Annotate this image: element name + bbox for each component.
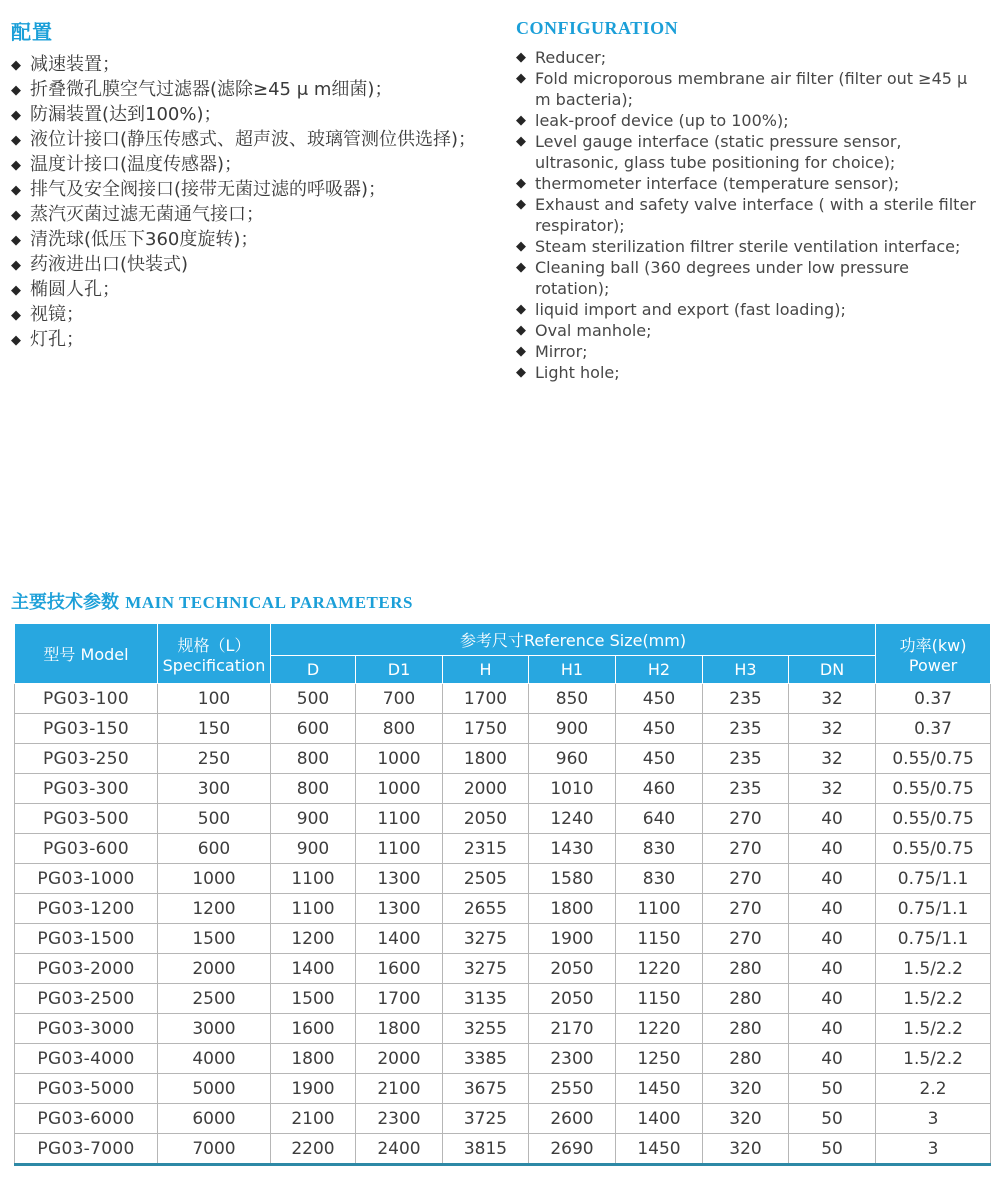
config-item-text: Mirror; — [535, 342, 588, 361]
value-cell: 2200 — [271, 1134, 356, 1165]
config-title-en: CONFIGURATION — [516, 18, 679, 38]
config-item-text: Level gauge interface (static pressure sensor, ultrasonic, glass tube positioning for choice); — [535, 132, 902, 172]
value-cell: 32 — [789, 714, 876, 744]
value-cell: 0.37 — [876, 714, 991, 744]
col-header-h3: H3 — [703, 656, 789, 684]
value-cell: 2050 — [529, 984, 616, 1014]
value-cell: 1900 — [271, 1074, 356, 1104]
value-cell: 2000 — [158, 954, 271, 984]
config-list-en — [516, 47, 986, 383]
value-cell: 50 — [789, 1074, 876, 1104]
value-cell: 3385 — [443, 1044, 529, 1074]
table-row — [15, 864, 991, 894]
value-cell: 270 — [703, 924, 789, 954]
value-cell: 800 — [271, 774, 356, 804]
value-cell: 1220 — [616, 954, 703, 984]
value-cell: 460 — [616, 774, 703, 804]
value-cell: 640 — [616, 804, 703, 834]
value-cell: 900 — [529, 714, 616, 744]
col-header-d: D — [271, 656, 356, 684]
value-cell: 2400 — [356, 1134, 443, 1165]
value-cell: 2170 — [529, 1014, 616, 1044]
config-item-text: Reducer; — [535, 48, 607, 67]
value-cell: 40 — [789, 1014, 876, 1044]
value-cell: 1430 — [529, 834, 616, 864]
value-cell: 1500 — [271, 984, 356, 1014]
config-list-item — [11, 53, 516, 78]
config-list-item — [11, 203, 516, 228]
table-row — [15, 744, 991, 774]
model-cell: PG03-100 — [15, 684, 158, 714]
diamond-bullet-icon: ◆ — [516, 239, 526, 254]
value-cell: 450 — [616, 744, 703, 774]
value-cell: 320 — [703, 1074, 789, 1104]
diamond-bullet-icon: ◆ — [11, 258, 21, 273]
config-list-item — [11, 128, 516, 153]
config-list-item — [516, 173, 986, 194]
config-list-item — [516, 320, 986, 341]
config-list-item — [11, 78, 516, 103]
value-cell: 3725 — [443, 1104, 529, 1134]
value-cell: 2000 — [443, 774, 529, 804]
value-cell: 40 — [789, 954, 876, 984]
config-item-text: Light hole; — [535, 363, 620, 382]
diamond-bullet-icon: ◆ — [516, 71, 526, 86]
model-cell: PG03-1200 — [15, 894, 158, 924]
config-list-item — [516, 299, 986, 320]
value-cell: 0.55/0.75 — [876, 834, 991, 864]
model-cell: PG03-4000 — [15, 1044, 158, 1074]
col-header-dn: DN — [789, 656, 876, 684]
value-cell: 3275 — [443, 954, 529, 984]
table-row — [15, 774, 991, 804]
value-cell: 1800 — [356, 1014, 443, 1044]
config-item-text: Steam sterilization filtrer sterile ventilation interface; — [535, 237, 961, 256]
value-cell: 50 — [789, 1104, 876, 1134]
value-cell: 1400 — [356, 924, 443, 954]
model-cell: PG03-1500 — [15, 924, 158, 954]
value-cell: 300 — [158, 774, 271, 804]
value-cell: 1220 — [616, 1014, 703, 1044]
value-cell: 900 — [271, 834, 356, 864]
diamond-bullet-icon: ◆ — [516, 323, 526, 338]
value-cell: 1100 — [356, 804, 443, 834]
config-list-item — [516, 47, 986, 68]
configuration-column-cn — [11, 16, 516, 578]
power-header-cn: 功率(kw) — [899, 635, 967, 655]
value-cell: 3 — [876, 1134, 991, 1165]
config-title-cn: 配置 — [11, 20, 53, 44]
value-cell: 32 — [789, 774, 876, 804]
value-cell: 2550 — [529, 1074, 616, 1104]
value-cell: 450 — [616, 684, 703, 714]
value-cell: 2.2 — [876, 1074, 991, 1104]
value-cell: 270 — [703, 864, 789, 894]
value-cell: 500 — [158, 804, 271, 834]
diamond-bullet-icon: ◆ — [11, 83, 21, 98]
value-cell: 2300 — [356, 1104, 443, 1134]
value-cell: 600 — [158, 834, 271, 864]
config-list-item — [11, 228, 516, 253]
value-cell: 40 — [789, 924, 876, 954]
value-cell: 1100 — [271, 894, 356, 924]
diamond-bullet-icon: ◆ — [516, 365, 526, 380]
model-cell: PG03-250 — [15, 744, 158, 774]
value-cell: 0.75/1.1 — [876, 864, 991, 894]
value-cell: 3675 — [443, 1074, 529, 1104]
parameters-table — [14, 623, 991, 1166]
diamond-bullet-icon: ◆ — [516, 302, 526, 317]
value-cell: 150 — [158, 714, 271, 744]
value-cell: 1400 — [616, 1104, 703, 1134]
value-cell: 32 — [789, 744, 876, 774]
diamond-bullet-icon: ◆ — [11, 283, 21, 298]
config-list-item — [516, 257, 986, 299]
diamond-bullet-icon: ◆ — [11, 208, 21, 223]
table-row — [15, 924, 991, 954]
value-cell: 1000 — [158, 864, 271, 894]
spec-header-cn: 规格（L） — [177, 635, 251, 655]
config-item-text: leak-proof device (up to 100%); — [535, 111, 789, 130]
diamond-bullet-icon: ◆ — [11, 158, 21, 173]
model-cell: PG03-150 — [15, 714, 158, 744]
col-header-power — [876, 624, 991, 684]
config-item-text: Oval manhole; — [535, 321, 652, 340]
config-list-item — [516, 194, 986, 236]
value-cell: 280 — [703, 954, 789, 984]
config-list-item — [11, 303, 516, 328]
value-cell: 1300 — [356, 894, 443, 924]
value-cell: 2600 — [529, 1104, 616, 1134]
diamond-bullet-icon: ◆ — [516, 50, 526, 65]
value-cell: 1.5/2.2 — [876, 1014, 991, 1044]
value-cell: 1450 — [616, 1074, 703, 1104]
value-cell: 100 — [158, 684, 271, 714]
value-cell: 5000 — [158, 1074, 271, 1104]
value-cell: 1300 — [356, 864, 443, 894]
config-item-text: 蒸汽灭菌过滤无菌通气接口； — [30, 204, 264, 225]
config-list-item — [516, 68, 986, 110]
value-cell: 235 — [703, 744, 789, 774]
config-item-text: 防漏装置(达到100%)； — [30, 104, 222, 125]
value-cell: 0.75/1.1 — [876, 924, 991, 954]
value-cell: 235 — [703, 684, 789, 714]
value-cell: 2000 — [356, 1044, 443, 1074]
value-cell: 1100 — [271, 864, 356, 894]
config-list-item — [11, 253, 516, 278]
value-cell: 3815 — [443, 1134, 529, 1165]
value-cell: 600 — [271, 714, 356, 744]
config-item-text: 灯孔； — [30, 329, 84, 350]
value-cell: 0.37 — [876, 684, 991, 714]
value-cell: 40 — [789, 894, 876, 924]
config-list-cn — [11, 53, 516, 353]
table-row — [15, 1134, 991, 1165]
config-list-item — [11, 278, 516, 303]
value-cell: 2300 — [529, 1044, 616, 1074]
value-cell: 320 — [703, 1134, 789, 1165]
value-cell: 830 — [616, 834, 703, 864]
value-cell: 850 — [529, 684, 616, 714]
config-list-item — [11, 153, 516, 178]
table-header-row — [15, 624, 991, 656]
diamond-bullet-icon: ◆ — [11, 308, 21, 323]
config-item-text: liquid import and export (fast loading); — [535, 300, 846, 319]
value-cell: 235 — [703, 714, 789, 744]
value-cell: 1900 — [529, 924, 616, 954]
config-list-item — [516, 131, 986, 173]
value-cell: 1700 — [443, 684, 529, 714]
config-item-text: 排气及安全阀接口(接带无菌过滤的呼吸器)； — [30, 179, 387, 200]
value-cell: 1.5/2.2 — [876, 1044, 991, 1074]
config-item-text: 温度计接口(温度传感器)； — [30, 154, 243, 175]
value-cell: 0.55/0.75 — [876, 774, 991, 804]
value-cell: 3000 — [158, 1014, 271, 1044]
col-header-h: H — [443, 656, 529, 684]
config-item-text: 减速装置； — [30, 54, 120, 75]
model-cell: PG03-5000 — [15, 1074, 158, 1104]
value-cell: 1200 — [158, 894, 271, 924]
value-cell: 1100 — [616, 894, 703, 924]
parameters-title-cn: 主要技术参数 — [11, 592, 119, 613]
value-cell: 1.5/2.2 — [876, 954, 991, 984]
diamond-bullet-icon: ◆ — [516, 260, 526, 275]
table-row — [15, 834, 991, 864]
diamond-bullet-icon: ◆ — [11, 133, 21, 148]
diamond-bullet-icon: ◆ — [516, 197, 526, 212]
value-cell: 2100 — [271, 1104, 356, 1134]
value-cell: 1010 — [529, 774, 616, 804]
value-cell: 500 — [271, 684, 356, 714]
value-cell: 0.55/0.75 — [876, 804, 991, 834]
configuration-section — [0, 0, 1000, 578]
model-cell: PG03-600 — [15, 834, 158, 864]
value-cell: 2050 — [443, 804, 529, 834]
diamond-bullet-icon: ◆ — [516, 176, 526, 191]
config-list-item — [516, 362, 986, 383]
value-cell: 3255 — [443, 1014, 529, 1044]
config-item-text: Fold microporous membrane air filter (filter out ≥45 μ m bacteria); — [535, 69, 968, 109]
table-row — [15, 714, 991, 744]
value-cell: 1600 — [356, 954, 443, 984]
value-cell: 40 — [789, 804, 876, 834]
value-cell: 800 — [356, 714, 443, 744]
table-row — [15, 894, 991, 924]
diamond-bullet-icon: ◆ — [11, 333, 21, 348]
value-cell: 1150 — [616, 984, 703, 1014]
table-body — [15, 684, 991, 1165]
config-list-item — [516, 341, 986, 362]
model-cell: PG03-300 — [15, 774, 158, 804]
config-item-text: Exhaust and safety valve interface ( with a sterile filter respirator); — [535, 195, 976, 235]
table-row — [15, 804, 991, 834]
col-header-d1: D1 — [356, 656, 443, 684]
value-cell: 280 — [703, 1044, 789, 1074]
config-item-text: 液位计接口(静压传感式、超声波、玻璃管测位供选择)； — [30, 129, 477, 150]
value-cell: 1600 — [271, 1014, 356, 1044]
diamond-bullet-icon: ◆ — [516, 134, 526, 149]
table-row — [15, 1044, 991, 1074]
power-header-en: Power — [908, 655, 958, 675]
value-cell: 250 — [158, 744, 271, 774]
value-cell: 1000 — [356, 774, 443, 804]
value-cell: 800 — [271, 744, 356, 774]
value-cell: 3 — [876, 1104, 991, 1134]
table-row — [15, 984, 991, 1014]
table-row — [15, 954, 991, 984]
model-cell: PG03-1000 — [15, 864, 158, 894]
config-item-text: 椭圆人孔； — [30, 279, 120, 300]
table-row — [15, 1104, 991, 1134]
value-cell: 320 — [703, 1104, 789, 1134]
col-header-specification — [158, 624, 271, 684]
value-cell: 270 — [703, 834, 789, 864]
value-cell: 3275 — [443, 924, 529, 954]
table-row — [15, 1014, 991, 1044]
model-cell: PG03-3000 — [15, 1014, 158, 1044]
value-cell: 270 — [703, 894, 789, 924]
value-cell: 1240 — [529, 804, 616, 834]
value-cell: 2655 — [443, 894, 529, 924]
diamond-bullet-icon: ◆ — [11, 108, 21, 123]
value-cell: 830 — [616, 864, 703, 894]
value-cell: 2315 — [443, 834, 529, 864]
value-cell: 1580 — [529, 864, 616, 894]
value-cell: 1400 — [271, 954, 356, 984]
col-header-model: 型号 Model — [15, 624, 158, 684]
config-list-item — [516, 110, 986, 131]
parameters-title-en: MAIN TECHNICAL PARAMETERS — [125, 593, 413, 612]
value-cell: 280 — [703, 1014, 789, 1044]
configuration-column-en — [516, 16, 986, 578]
config-list-item — [11, 328, 516, 353]
value-cell: 7000 — [158, 1134, 271, 1165]
value-cell: 40 — [789, 864, 876, 894]
table-row — [15, 684, 991, 714]
value-cell: 1200 — [271, 924, 356, 954]
value-cell: 2690 — [529, 1134, 616, 1165]
col-header-h1: H1 — [529, 656, 616, 684]
value-cell: 2100 — [356, 1074, 443, 1104]
model-cell: PG03-6000 — [15, 1104, 158, 1134]
value-cell: 40 — [789, 834, 876, 864]
value-cell: 4000 — [158, 1044, 271, 1074]
value-cell: 1700 — [356, 984, 443, 1014]
value-cell: 235 — [703, 774, 789, 804]
value-cell: 1750 — [443, 714, 529, 744]
value-cell: 6000 — [158, 1104, 271, 1134]
value-cell: 1000 — [356, 744, 443, 774]
value-cell: 270 — [703, 804, 789, 834]
value-cell: 1100 — [356, 834, 443, 864]
diamond-bullet-icon: ◆ — [516, 344, 526, 359]
diamond-bullet-icon: ◆ — [11, 233, 21, 248]
value-cell: 450 — [616, 714, 703, 744]
config-item-text: Cleaning ball (360 degrees under low pressure rotation); — [535, 258, 909, 298]
value-cell: 2050 — [529, 954, 616, 984]
value-cell: 32 — [789, 684, 876, 714]
value-cell: 1450 — [616, 1134, 703, 1165]
config-list-item — [11, 103, 516, 128]
value-cell: 1250 — [616, 1044, 703, 1074]
value-cell: 0.75/1.1 — [876, 894, 991, 924]
model-cell: PG03-2500 — [15, 984, 158, 1014]
config-item-text: 清洗球(低压下360度旋转)； — [30, 229, 259, 250]
value-cell: 1800 — [271, 1044, 356, 1074]
table-row — [15, 1074, 991, 1104]
value-cell: 1800 — [443, 744, 529, 774]
value-cell: 0.55/0.75 — [876, 744, 991, 774]
value-cell: 3135 — [443, 984, 529, 1014]
col-header-h2: H2 — [616, 656, 703, 684]
value-cell: 1800 — [529, 894, 616, 924]
value-cell: 700 — [356, 684, 443, 714]
diamond-bullet-icon: ◆ — [11, 58, 21, 73]
value-cell: 40 — [789, 1044, 876, 1074]
model-cell: PG03-500 — [15, 804, 158, 834]
col-header-reference-size: 参考尺寸Reference Size(mm) — [271, 624, 876, 656]
value-cell: 1.5/2.2 — [876, 984, 991, 1014]
value-cell: 40 — [789, 984, 876, 1014]
config-list-item — [516, 236, 986, 257]
parameters-title — [11, 588, 1000, 614]
value-cell: 1500 — [158, 924, 271, 954]
value-cell: 280 — [703, 984, 789, 1014]
diamond-bullet-icon: ◆ — [11, 183, 21, 198]
value-cell: 50 — [789, 1134, 876, 1165]
config-item-text: 视镜； — [30, 304, 84, 325]
value-cell: 960 — [529, 744, 616, 774]
value-cell: 2500 — [158, 984, 271, 1014]
model-cell: PG03-2000 — [15, 954, 158, 984]
config-item-text: thermometer interface (temperature sensor); — [535, 174, 900, 193]
config-item-text: 药液进出口(快装式) — [30, 254, 189, 275]
value-cell: 900 — [271, 804, 356, 834]
value-cell: 1150 — [616, 924, 703, 954]
config-list-item — [11, 178, 516, 203]
value-cell: 2505 — [443, 864, 529, 894]
config-item-text: 折叠微孔膜空气过滤器(滤除≥45 μ m细菌)； — [30, 79, 393, 100]
spec-header-en: Specification — [162, 655, 266, 675]
diamond-bullet-icon: ◆ — [516, 113, 526, 128]
model-cell: PG03-7000 — [15, 1134, 158, 1165]
